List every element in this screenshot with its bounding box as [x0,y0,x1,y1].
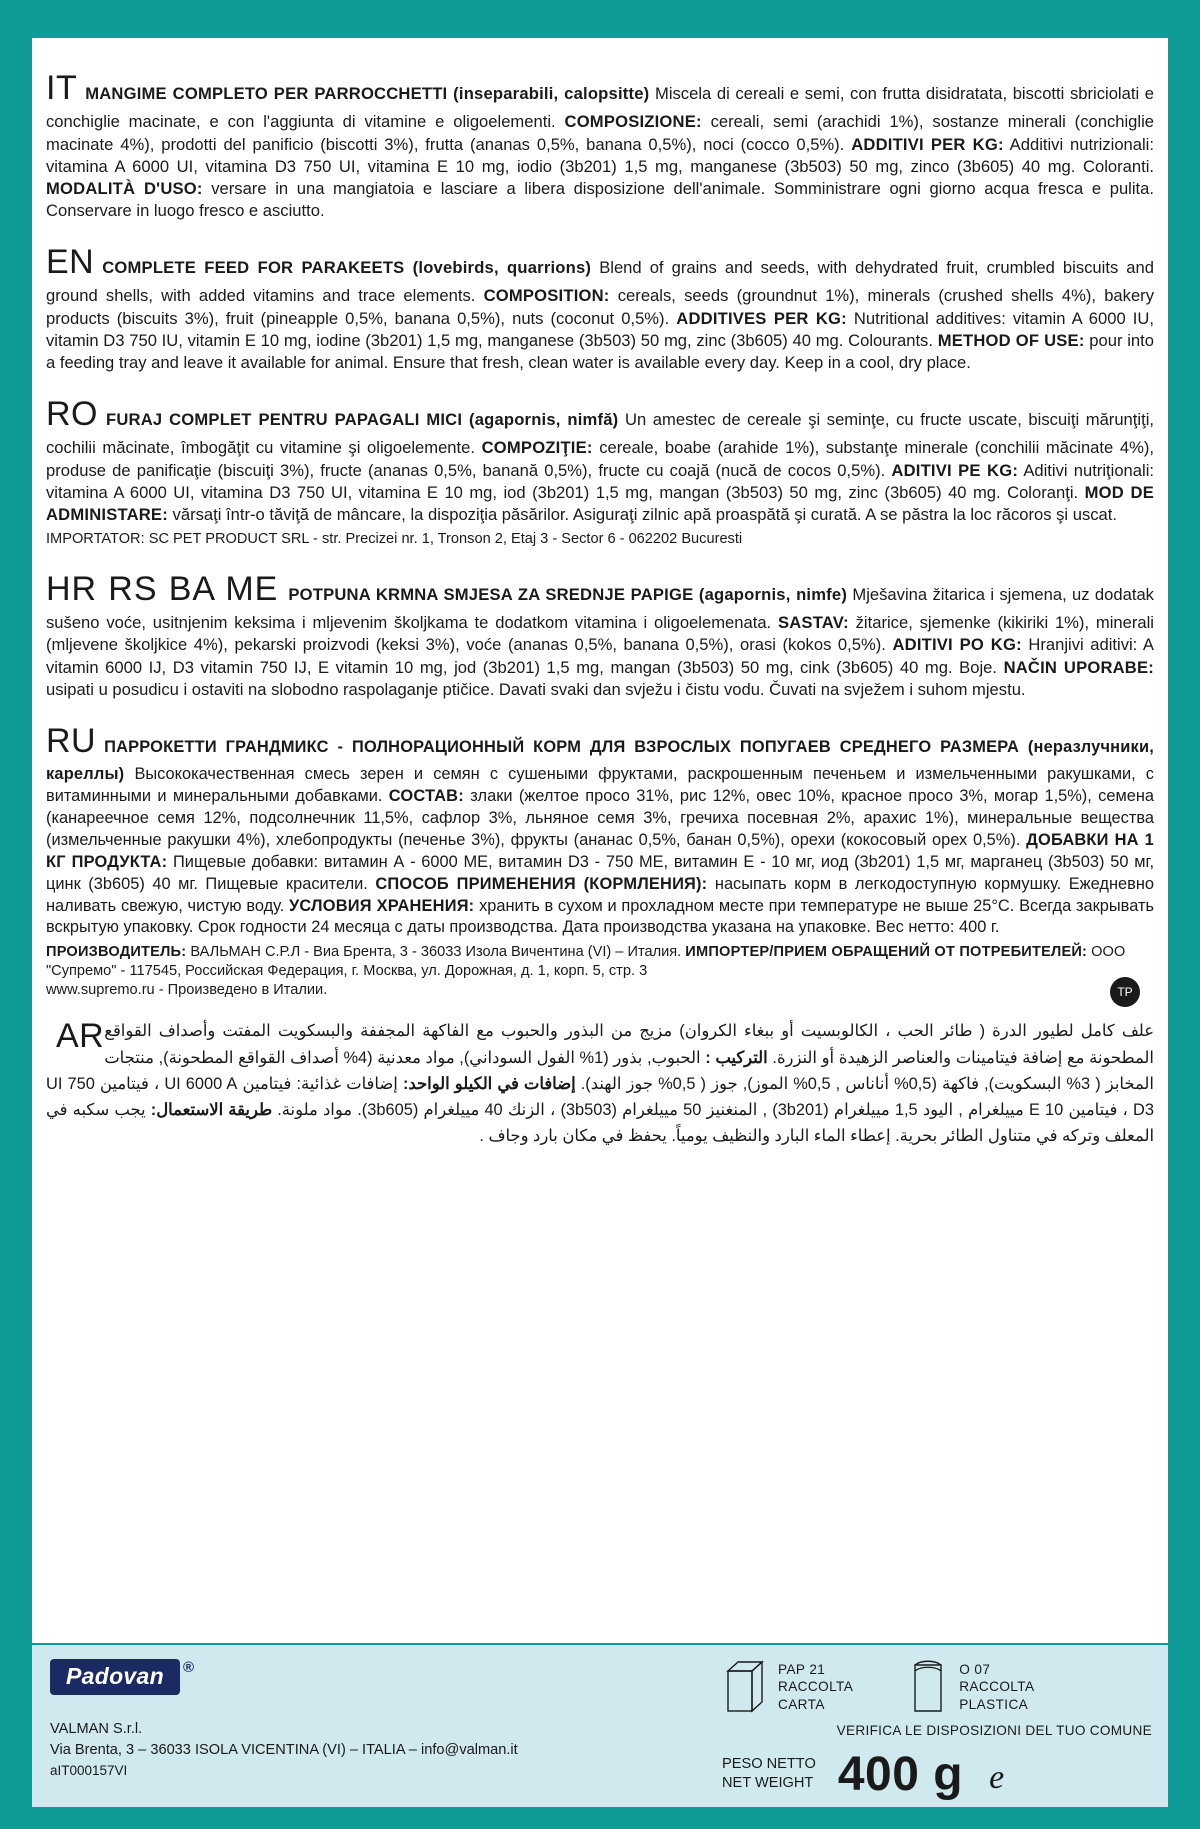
en-usage: pour into a feeding tray and leave it available for animal. Ensure that fresh, clean water is available every day. Keep in a cool, dry place. [46,330,1154,372]
en-additives: Nutritional additives: vitamin A 6000 IU, vitamin D3 750 IU, vitamin E 10 mg, iodine (3b201) 1,5 mg, manganese (3b503) 50 mg, zinc (3b605) 40 mg. Colourants. [46,308,1154,350]
ru-importer-label: ИМПОРТЕР/ПРИЕМ ОБРАЩЕНИЙ ОТ ПОТРЕБИТЕЛЕЙ: [685,944,1088,961]
hr-composition: žitarice, sjemenke (kikiriki 1%), minerali (mljevene školjkice 4%), pekarski proizvodi (keksi 3%), voće (ananas 0,5%, banana 0,5%), orasi (kokos 0,5%). [46,613,1154,655]
language-block-hr [46,567,1154,701]
ru-storage: хранить в сухом и прохладном месте при температуре не выше 25°С. Всегда закрывать вскрытую упаковку. Срок годности 24 месяца с даты производства. Дата производства указана на упаковке. Вес нетто: 400 г. [46,896,1154,937]
recycling-item-plastic [907,1657,1034,1715]
ru-website: www.supremo.ru - Произведено в Италии. [46,982,328,999]
en-composition: cereals, seeds (groundnut 1%), minerals (crushed shells 4%), bakery products (biscuits 3%), fruit (pineapple 0,5%, banana 0,5%), nuts (coconut 0,5%). [46,286,1154,328]
ar-composition-label: التركيب : [705,1048,768,1067]
ru-storage-label: УСЛОВИЯ ХРАНЕНИЯ: [289,896,475,915]
padovan-logo: Padovan [50,1659,180,1695]
batch-code: aIT000157VI [50,1763,128,1779]
ro-composition-label: COMPOZIŢIE: [481,438,593,458]
ru-website-line [46,981,1154,1000]
recycling-line2-plastic: PLASTICA [959,1696,1029,1712]
recycling-text-paper [778,1657,853,1713]
plastic-bag-icon [907,1657,949,1715]
language-code-it: IT [46,69,78,107]
language-block-ar [46,1018,1154,1149]
net-weight-area [722,1748,1152,1801]
border-right [1168,0,1200,1829]
ru-composition: злаки (желтое просо 31%, рис 12%, овес 10%, красное просо 3%, могар 1,5%), семена (канареечное семя 12%, подсолнечник 11,5%, сафлор 3%, льняное семя 3%, гречиха посевная 2%, арахис 1%), минеральные вещества (измельченные ракушки 4%), хлебопродукты (печенье 3%), фрукты (ананас 0,5%, банан 0,5%), орехи (кокосовый орех 0,5%). [46,787,1154,849]
language-block-en [46,240,1154,374]
registered-mark-icon: ® [182,1659,195,1676]
border-top [0,0,1200,38]
it-title: MANGIME COMPLETO PER PARROCCHETTI (inseparabili, calopsitte) [85,84,650,103]
carton-box-icon [722,1657,768,1715]
brand-area [50,1659,570,1781]
recycling-line2-paper: CARTA [778,1696,825,1712]
footer-panel [32,1643,1168,1807]
language-code-ro: RO [46,395,98,434]
ru-manufacturer: ВАЛЬМАН С.Р.Л - Виа Брента, 3 - 36033 Изола Вичентина (VI) – Италия. [186,944,686,961]
company-info [50,1719,570,1781]
hr-intro: Mješavina žitarica i sjemena, uz dodatak sušeno voće, usitnjenim keksima i mljevenim školjkama te dodatkom vitamina i oligoelemenata. [46,584,1154,633]
ru-title: ПАРРОКЕТТИ ГРАНДМИКС - ПОЛНОРАЦИОННЫЙ КОРМ ДЛЯ ВЗРОСЛЫХ ПОПУГАЕВ СРЕДНЕГО РАЗМЕРА (неразлучники, кареллы) [46,737,1154,784]
recycling-verify-note: VERIFICA LE DISPOSIZIONI DEL TUO COMUNE [836,1723,1152,1738]
ro-title: FURAJ COMPLET PENTRU PAPAGALI MICI (agapornis, nimfă) [106,410,619,430]
hr-additives-label: ADITIVI PO KG: [892,635,1022,655]
ro-composition: cereale, boabe (arahide 1%), substanţe minerale (conchilii măcinate 4%), produse de panificaţie (biscuiţi 3%), fructe (ananas 0,5%, banană 0,5%), fructe cu coajă (nucă de cocos 0,5%). [46,438,1154,480]
recycling-line1-paper: RACCOLTA [778,1679,854,1695]
hr-composition-label: SASTAV: [777,613,849,633]
recycling-area [722,1657,1152,1738]
company-address: Via Brenta, 3 – 36033 ISOLA VICENTINA (VI) – ITALIA – info@valman.it [50,1742,518,1759]
border-left [0,0,32,1829]
en-title: COMPLETE FEED FOR PARAKEETS (lovebirds, quarrions) [102,258,592,278]
net-weight-label-en: NET WEIGHT [722,1775,814,1792]
ru-intro: Высококачественная смесь зерен и семян с сушеными фруктами, раскрошенным печеньем и измельченными ракушками, с витаминными и минеральными добавками. [46,765,1154,806]
en-usage-label: METHOD OF USE: [937,330,1085,350]
ru-usage-label: СПОСОБ ПРИМЕНЕНИЯ (КОРМЛЕНИЯ): [375,874,708,893]
ru-importer: ООО "Супремо" - 117545, Российская Федерация, г. Москва, ул. Дорожная, д. 1, корп. 5, стр. 3 [46,944,1126,980]
it-additives-label: ADDITIVI PER KG: [851,134,1004,154]
estimated-sign-icon: e [989,1759,1005,1796]
border-bottom [0,1807,1200,1829]
language-code-en: EN [46,243,95,282]
ru-usage: насыпать корм в легкодоступную кормушку. Ежедневно наливать свежую, чистую воду. [46,874,1154,915]
hr-usage-label: NAČIN UPORABE: [1003,657,1154,677]
ar-title: علف كامل لطيور الدرة ( طائر الحب ، الكالوبسيت أو ببغاء الكروان) مزيج من البذور والحبوب مع الفاكهة المجففة والبسكويت المفتت وأصداف القواقع المطحونة مع إضافة فيتامينات والعناصر الزهيدة أو النزرة. [104,1022,1154,1067]
hr-usage: usipati u posudicu i ostaviti na slobodno raspolaganje ptičice. Davati svaki dan svježu i čistu vodu. Čuvati na svježem i suhom mjestu. [46,679,1026,699]
ru-manufacturer-line [46,943,1154,1000]
language-block-ru [46,719,1154,1000]
net-weight-labels [722,1755,816,1799]
recycling-code-plastic: O 07 [959,1662,991,1677]
ro-usage: vărsaţi într-o tăviţă de mâncare, la dispoziţia păsărilor. Asiguraţi zilnic apă proaspătă şi curată. A se păstra la loc răcoros şi uscat. [167,504,1118,524]
hr-title: POTPUNA KRMNA SMJESA ZA SREDNJE PAPIGE (agapornis, nimfe) [288,584,848,604]
recycling-row [722,1657,1152,1715]
hr-additives: Hranjivi aditivi: A vitamin 6000 IJ, D3 vitamin 750 IJ, E vitamin 10 mg, jod (3b201) 1,5 mg, mangan (3b503) 50 mg, cink (3b605) 40 mg. Boje. [46,635,1155,677]
it-composition-label: COMPOSIZIONE: [564,112,702,132]
it-usage-label: MODALITÀ D'USO: [46,178,203,198]
multilingual-text-area [46,66,1154,1168]
ru-manufacturer-label: ПРОИЗВОДИТЕЛЬ: [46,944,187,961]
net-weight-label-it: PESO NETTO [722,1756,816,1773]
label-content [32,38,1168,1807]
it-intro: Miscela di cereali e semi, con frutta disidratata, biscotti sbriciolati e conchiglie macinate, e con l'aggiunta di vitamine e oligoelementi. [46,84,1154,132]
eac-badge: ТР [1110,977,1140,1007]
language-code-ru: RU [46,721,97,760]
net-weight-value: 400 g [837,1748,964,1801]
ar-additives: إضافات غذائية: فيتامين UI 6000 A ، فيتامين UI 750 D3 ، فيتامين E 10 مييلغرام , اليود 1,5 مييلغرام (3b201) , المنغنيز 50 مييلغرام (3b503) ، الزنك 40 مييلغرام (3b605). مواد ملونة. [46,1074,1154,1120]
ru-additives: Пищевые добавки: витамин А - 6000 МЕ, витамин D3 - 750 МЕ, витамин Е - 10 мг, иод (3b201) 1,5 мг, марганец (3b503) 50 мг, цинк (3b605) 40 мг. Пищевые красители. [46,852,1154,893]
en-composition-label: COMPOSITION: [483,286,610,306]
language-block-ro [46,392,1154,549]
ar-usage-label: طريقة الاستعمال: [150,1101,273,1120]
ru-additives-label: ДОБАВКИ НА 1 КГ ПРОДУКТА: [46,830,1154,871]
ro-additives-label: ADITIVI PE KG: [891,460,1019,480]
language-code-hr: HR RS BA ME [46,569,279,608]
ar-additives-label: إضافات في الكيلو الواحد: [402,1074,576,1093]
ar-composition: الحبوب, بذور (1% الفول السوداني), مواد معدنية (4% أصداف القواقع المطحونة), منتجات المخابز ( 3% البسكويت), فاكهة (0,5% أناناس , 0,5% الموز), جوز ( 0,5% جوز الهند). [104,1048,1154,1093]
it-additives: Additivi nutrizionali: vitamina A 6000 UI, vitamina D3 750 UI, vitamina E 10 mg, iodio (3b201) 1,5 mg, manganese (3b503) 50 mg, zinco (3b605) 40 mg. Coloranti. [46,134,1154,176]
en-intro: Blend of grains and seeds, with dehydrated fruit, crumbled biscuits and ground shells, with added vitamins and trace elements. [46,258,1154,306]
ro-additives: Aditivi nutriţionali: vitamina A 6000 UI, vitamina D3 750 UI, vitamina E 10 mg, iod (3b201) 1,5 mg, mangan (3b503) 50 mg, zinc (3b605) 40 mg. Coloranţi. [46,460,1154,502]
ru-composition-label: СОСТАВ: [388,787,464,806]
recycling-text-plastic [959,1657,1034,1713]
recycling-line1-plastic: RACCOLTA [959,1679,1035,1695]
language-block-it [46,66,1154,222]
it-composition: cereali, semi (arachidi 1%), sostanze minerali (conchiglie macinate 4%), prodotti del panificio (biscotti 3%), frutta (ananas 0,5%, banana 0,5%), noci (cocco 0,5%). [46,112,1155,154]
ro-importer: IMPORTATOR: SC PET PRODUCT SRL - str. Precizei nr. 1, Tronson 2, Etaj 3 - Sector 6 - 062202 Bucuresti [46,530,743,547]
ro-usage-label: MOD DE ADMINISTARE: [46,482,1154,524]
recycling-code-paper: PAP 21 [778,1662,826,1677]
recycling-item-paper [722,1657,853,1715]
en-additives-label: ADDITIVES PER KG: [676,308,847,328]
it-usage: versare in una mangiatoia e lasciare a libera disposizione dell'animale. Somministrare ogni giorno acqua fresca e pulita. Conservare in luogo fresco e asciutto. [46,178,1154,220]
ro-intro: Un amestec de cereale şi seminţe, cu fructe uscate, biscuiţi mărunţiţi, cochilii măcinate, îmbogăţit cu vitamine şi oligoelemente. [46,410,1154,458]
ar-usage: يجب سكبه في المعلف وتركه في متناول الطائر بحرية. إعطاء الماء البارد والنظيف يومياً. يحفظ في مكان بارد وجاف . [46,1101,1154,1146]
company-name: VALMAN S.r.l. [50,1721,143,1737]
language-code-ar: AR [56,1017,105,1056]
